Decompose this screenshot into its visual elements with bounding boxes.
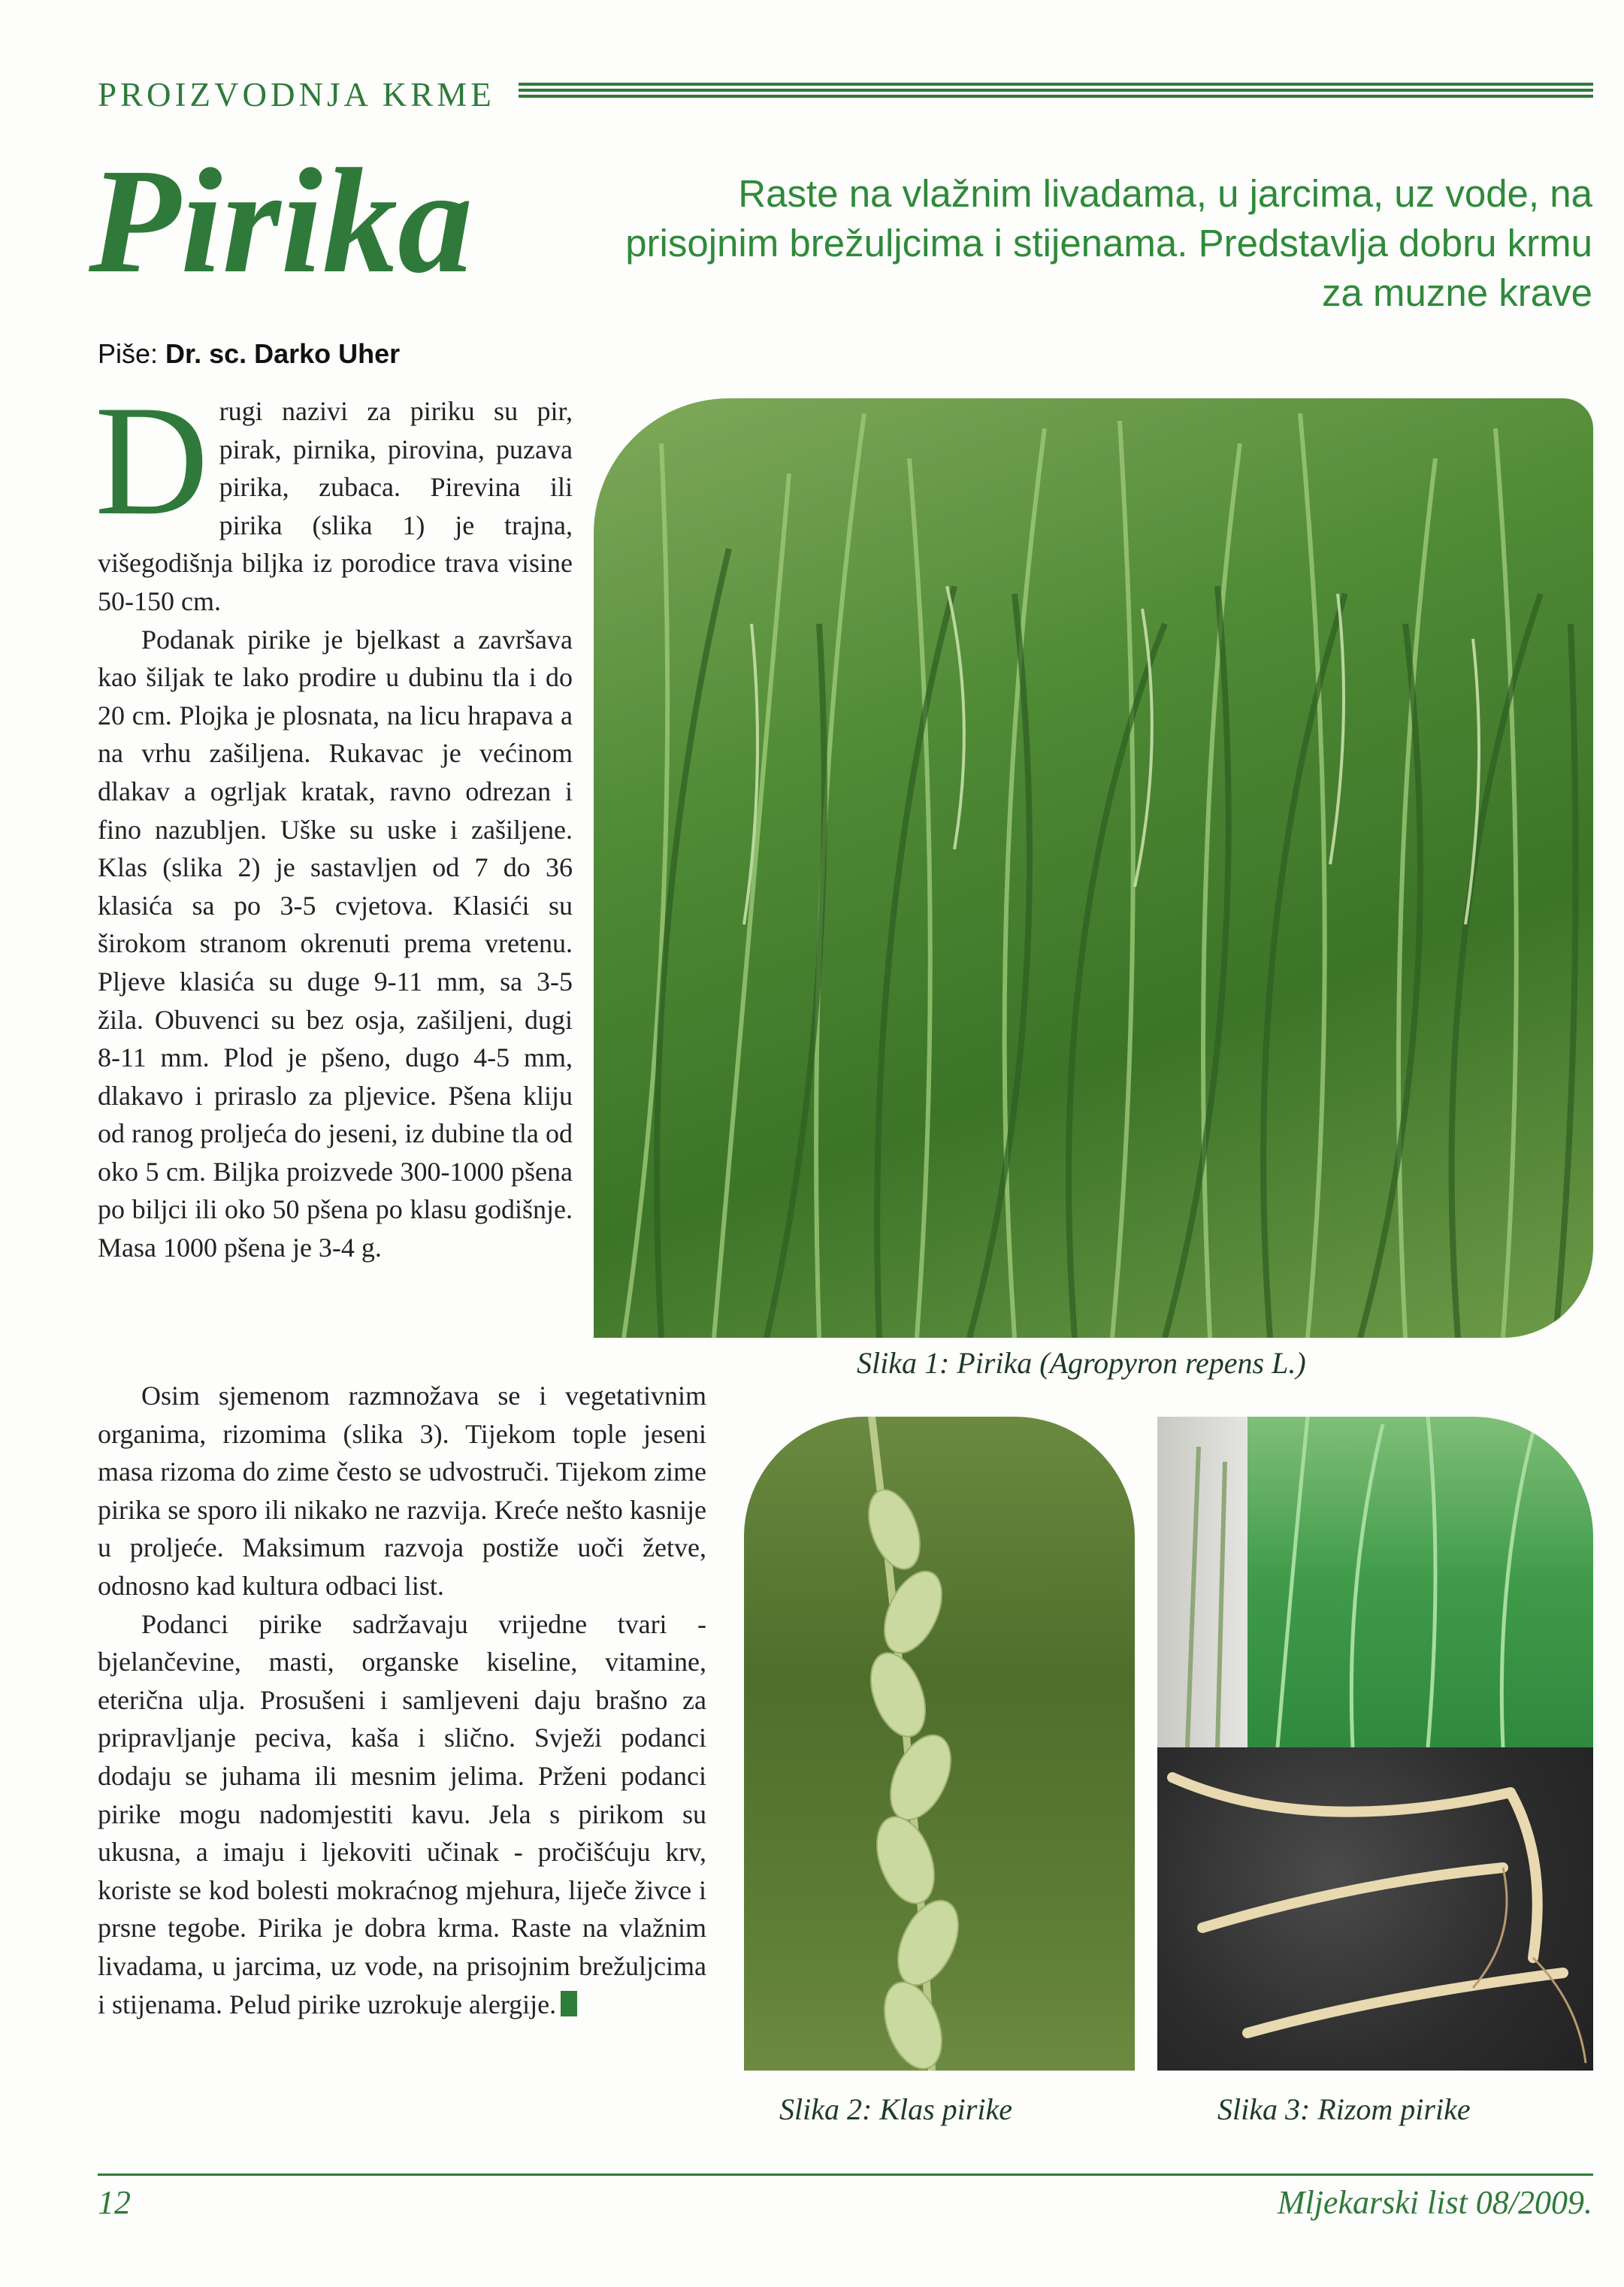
photo-klas-pirike xyxy=(744,1417,1135,2071)
page-number: 12 xyxy=(98,2184,131,2221)
footer-rule xyxy=(98,2174,1593,2176)
caption-slika-2: Slika 2: Klas pirike xyxy=(779,2092,1012,2126)
article-title: Pirika xyxy=(89,138,473,304)
body-paragraph-3: Osim sjemenom razmnožava se i vegetativnim organima, rizomima (slika 3). Tijekom tople jeseni masa rizoma do zime često se udvostruči. Tijekom zime pirika se sporo ili nikako ne razvija. Kreće nešto kasnije u proljeće. Maksimum razvoja postiže uoči žetve, odnosno kad kultura odbaci list. xyxy=(98,1381,706,1601)
drop-cap: D xyxy=(95,374,209,548)
rhizome-plant-illustration xyxy=(1157,1417,1593,1747)
spike-illustration xyxy=(744,1417,1135,2071)
caption-slika-1: Slika 1: Pirika (Agropyron repens L.) xyxy=(857,1346,1306,1380)
photo-rizom-roots xyxy=(1157,1747,1593,2071)
magazine-name: Mljekarski list 08/2009. xyxy=(1277,2184,1592,2221)
body-column-top xyxy=(95,374,573,1267)
caption-slika-3: Slika 3: Rizom pirike xyxy=(1217,2092,1471,2126)
body-paragraph-1: rugi nazivi za piriku su pir, pirak, pirnika, pirovina, puzava pirika, zubaca. Pirevina ili pirika (slika 1) je trajna, višegodišnja biljka iz porodice trava visine 50-150 cm. xyxy=(98,396,573,616)
section-label: PROIZVODNJA KRME xyxy=(98,76,495,113)
rhizome-roots-illustration xyxy=(1157,1747,1593,2071)
body-paragraph-2: Podanak pirike je bjelkast a završava kao šiljak te lako prodire u dubinu tla i do 20 cm. Plojka je plosnata, na licu hrapava a na vrhu zašiljena. Rukavac je većinom dlakav a ogrljak kratak, ravno odrezan i fino nazubljen. Uške su uske i zašiljene. Klas (slika 2) je sastavljen od 7 do 36 klasića sa po 3-5 cvjetova. Klasići su širokom stranom okrenuti prema vretenu. Pljeve klasića su duge 9-11 mm, sa 3-5 žila. Obuvenci su bez osja, zašiljeni, dugi 8-11 mm. Plod je pšeno, dugo 4-5 mm, dlakavo i priraslo za pljevice. Pšena kliju od ranog proljeća do jeseni, iz dubine tla od oko 5 cm. Biljka proizvede 300-1000 pšena po biljci ili oko 50 pšena po klasu godišnje. Masa 1000 pšena je 3-4 g. xyxy=(98,624,573,1263)
header-rule xyxy=(519,83,1593,105)
body-paragraph-4: Podanci pirike sadržavaju vrijedne tvari - bjelančevine, masti, organske kiseline, vitamine, eterična ulja. Prosušeni i samljeveni daju brašno za pripravljanje peciva, kaša i slično. Svježi podanci dodaju se juhama ili mesnim jelima. Prženi podanci pirike mogu nadomjestiti kavu. Jela s pirikom su ukusna, a imaju i ljekoviti učinak - pročišćuju krv, koriste se kod bolesti mokraćnog mjehura, liječe živce i prsne tegobe. Pirika je dobra krma. Raste na vlažnim livadama, u jarcima, uz vode, na prisojnim brežuljcima i stijenama. Pelud pirike uzrokuje alergije. xyxy=(98,1608,706,2019)
photo-pirika-meadow xyxy=(594,398,1593,1338)
end-of-article-mark xyxy=(561,1991,577,2016)
byline-author: Dr. sc. Darko Uher xyxy=(165,338,401,369)
byline-prefix: Piše: xyxy=(98,338,166,369)
photo-rizom-plant xyxy=(1157,1417,1593,1747)
lead-paragraph: Raste na vlažnim livadama, u jarcima, uz vode, na prisojnim brežuljcima i stijenama. Predstavlja dobru krmu za muzne krave xyxy=(625,172,1592,314)
body-column-bottom xyxy=(98,1377,706,2023)
grass-illustration xyxy=(594,398,1593,1338)
byline xyxy=(98,338,400,370)
